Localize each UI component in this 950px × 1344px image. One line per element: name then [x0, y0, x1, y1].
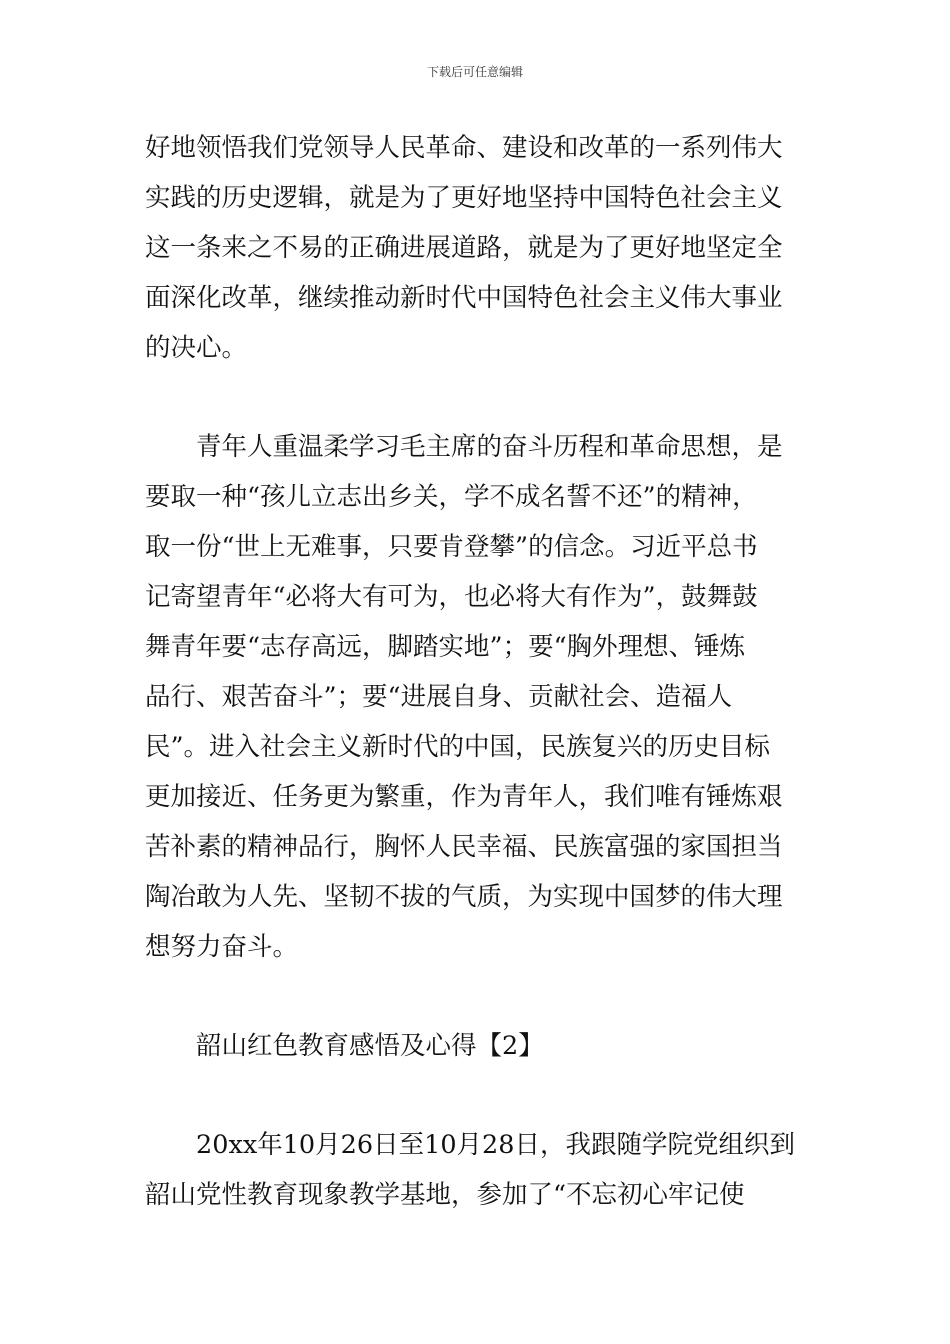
- paragraph-1: [145, 123, 807, 373]
- paragraph-line: 取一份“世上无难事，只要肯登攀”的信念。习近平总书: [145, 532, 758, 562]
- section-heading-block: [145, 1021, 807, 1071]
- paragraph-line: 好地领悟我们党领导人民革命、建设和改革的一系列伟大: [145, 133, 783, 163]
- paragraph-2: [145, 422, 807, 972]
- paragraph-line: 青年人重温柔学习毛主席的奋斗历程和革命思想，是: [196, 432, 783, 462]
- paragraph-line: 实践的历史逻辑，就是为了更好地坚持中国特色社会主义: [145, 183, 783, 213]
- page-header-note: 下载后可任意编辑: [426, 65, 523, 79]
- paragraph-line: 这一条来之不易的正确进展道路，就是为了更好地坚定全: [145, 233, 783, 263]
- paragraph-line: 品行、艰苦奋斗”；要“进展自身、贡献社会、造福人: [145, 682, 733, 712]
- section-heading: 韶山红色教育感悟及心得【2】: [196, 1031, 544, 1061]
- paragraph-line: 要取一种“孩儿立志出乡关，学不成名誓不还”的精神，: [145, 482, 758, 512]
- paragraph-line: 陶冶敢为人先、坚韧不拔的气质，为实现中国梦的伟大理: [145, 882, 783, 912]
- paragraph-line: 韶山党性教育现象教学基地，参加了“不忘初心牢记使: [145, 1180, 745, 1210]
- paragraph-line: 20xx年10月26日至10月28日，我跟随学院党组织到: [196, 1130, 796, 1160]
- paragraph-line: 记寄望青年“必将大有可为，也必将大有作为”，鼓舞鼓: [145, 582, 758, 612]
- paragraph-line: 舞青年要“志存高远，脚踏实地”；要“胸外理想、锤炼: [145, 632, 746, 662]
- paragraph-line: 面深化改革，继续推动新时代中国特色社会主义伟大事业: [145, 283, 783, 313]
- paragraph-line: 苦补素的精神品行，胸怀人民幸福、民族富强的家国担当: [145, 832, 783, 862]
- paragraph-line: 民”。进入社会主义新时代的中国，民族复兴的历史目标: [145, 732, 771, 762]
- paragraph-3: [145, 1120, 807, 1220]
- paragraph-line: 的决心。: [145, 333, 248, 363]
- paragraph-line: 更加接近、任务更为繁重，作为青年人，我们唯有锤炼艰: [145, 782, 783, 812]
- paragraph-line: 想努力奋斗。: [145, 932, 299, 962]
